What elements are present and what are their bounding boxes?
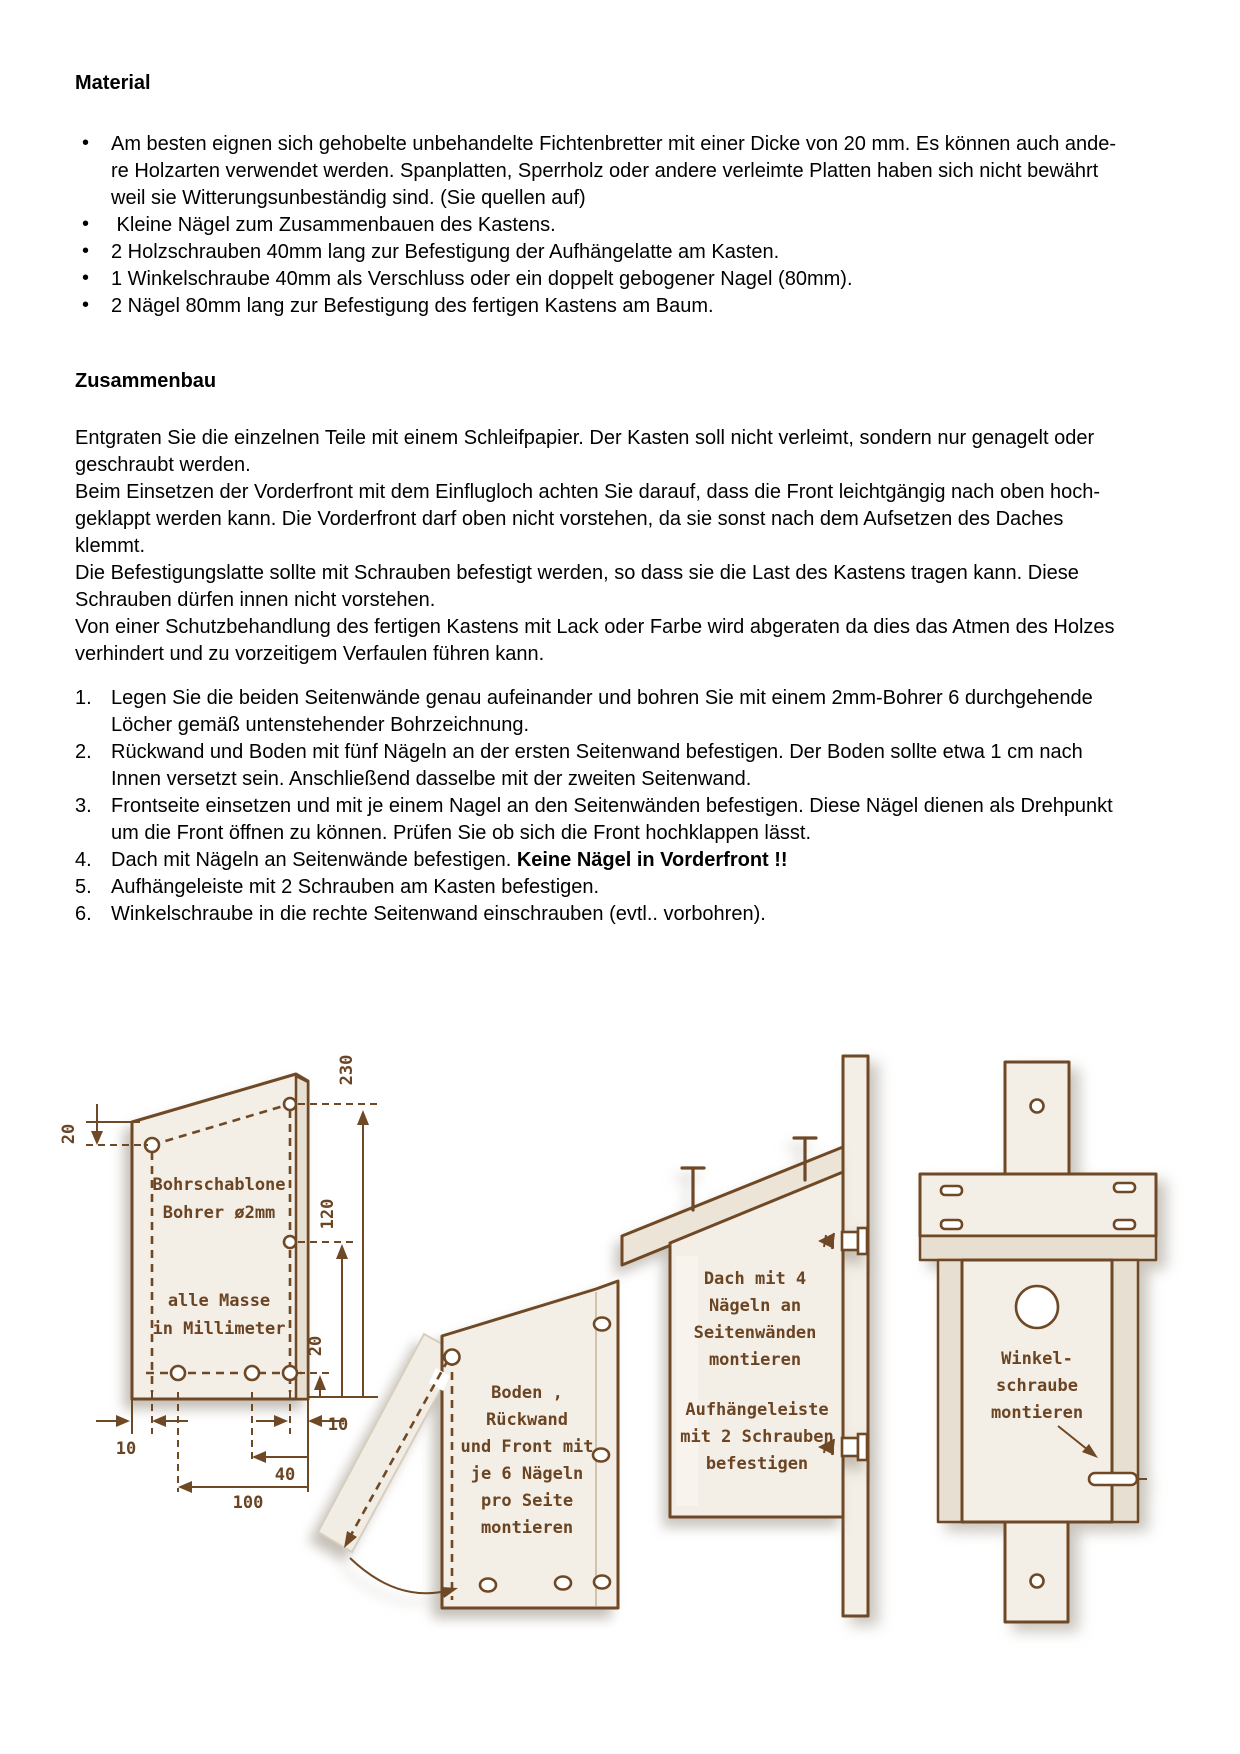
paragraph-line: geschraubt werden.	[75, 454, 251, 476]
step-1: 1. Legen Sie die beiden Seitenwände genau aufeinander und bohren Sie mit einem 2mm-Bohrer 6 durchgehende Löcher gemäß untenstehender Bohrzeichnung.	[75, 687, 1093, 736]
nail-hole	[555, 1577, 571, 1590]
roof-label-line4: montieren	[708, 1350, 802, 1370]
template-title-line2: Bohrer ø2mm	[162, 1203, 276, 1223]
angle-screw	[1089, 1473, 1137, 1485]
wall-plank-highlight	[676, 1256, 698, 1506]
paragraph-line: verhindert und zu vorzeitigem Verfaulen führen kann.	[75, 643, 545, 665]
nail-label-line1: Boden ,	[491, 1383, 563, 1403]
batten-label-line2: mit 2 Schrauben	[680, 1427, 834, 1447]
drill-template-panel	[132, 1074, 308, 1399]
paragraph-line: Die Befestigungslatte sollte mit Schrauben befestigt werden, so dass sie die Last des Kastens tragen kann. Diese	[75, 562, 1079, 584]
material-item-2: • Kleine Nägel zum Zusammenbauen des Kastens.	[75, 212, 1180, 239]
drill-hole	[284, 1236, 296, 1248]
paragraph-line: Entgraten Sie die einzelnen Teile mit einem Schleifpapier. Der Kasten soll nicht verleimt, sondern nur genagelt oder	[75, 427, 1095, 449]
top-batten	[1005, 1062, 1069, 1176]
roof-mount-panel	[622, 1138, 867, 1517]
step-4-warning: Keine Nägel in Vorderfront !!	[516, 849, 788, 871]
material-item-3: • 2 Holzschrauben 40mm lang zur Befestigung der Aufhängelatte am Kasten.	[75, 239, 1180, 266]
nail-label-line4: je 6 Nägeln	[470, 1464, 584, 1484]
dim-10-left: 10	[115, 1439, 137, 1459]
drill-hole	[283, 1366, 297, 1380]
roof-label-line2: Nägeln an	[708, 1296, 802, 1316]
material-list	[75, 131, 1180, 320]
paragraph-line: Von einer Schutzbehandlung des fertigen Kastens mit Lack oder Farbe wird abgeraten da dies das Atmen des Holzes	[75, 616, 1115, 638]
material-item-5: • 2 Nägel 80mm lang zur Befestigung des fertigen Kastens am Baum.	[75, 293, 1180, 320]
step-5: 5. Aufhängeleiste mit 2 Schrauben am Kasten befestigen.	[75, 876, 600, 898]
assembly-paragraphs	[75, 425, 1180, 668]
nail-hole	[480, 1579, 496, 1592]
batten-shape	[843, 1056, 868, 1616]
drill-hole	[245, 1366, 259, 1380]
roof-screw-slot	[941, 1220, 962, 1229]
winkel-label-line1: Winkel-	[1001, 1349, 1073, 1369]
dim-230: 230	[337, 1054, 357, 1086]
roof-screw-slot	[1114, 1183, 1135, 1192]
step-2: 2. Rückwand und Boden mit fünf Nägeln an der ersten Seitenwand befestigen. Der Boden sollte etwa 1 cm nach Innen versetzt sein. Anschließend dasselbe mit der zweiten Seitenwand.	[75, 741, 1083, 790]
nail-label-line6: montieren	[480, 1518, 574, 1538]
open-front-board	[318, 1334, 460, 1552]
dim-40: 40	[274, 1465, 296, 1485]
assembly-heading: Zusammenbau	[75, 370, 217, 392]
winkel-label-line3: montieren	[990, 1403, 1084, 1423]
batten-label-line3: befestigen	[705, 1454, 809, 1474]
drill-hole	[171, 1366, 185, 1380]
front-swing-arrow	[350, 1558, 450, 1593]
entrance-hole	[1016, 1286, 1058, 1328]
material-item-4: • 1 Winkelschraube 40mm als Verschluss oder ein doppelt gebogener Nagel (80mm).	[75, 266, 1180, 293]
nail-label-line5: pro Seite	[480, 1491, 574, 1511]
nail-label-line2: Rückwand	[486, 1410, 568, 1430]
nail-hole	[594, 1318, 610, 1331]
template-note-line2: in Millimeter	[152, 1319, 286, 1339]
dim-10-right: 10	[327, 1415, 349, 1435]
step-3: 3. Frontseite einsetzen und mit je einem Nagel an den Seitenwänden befestigen. Diese Nägel dienen als Drehpunkt um die Front öffnen zu können. Prüfen Sie ob sich die Front hochklappen lässt.	[75, 795, 1113, 844]
assembly-steps	[75, 685, 1180, 928]
batten-nail-hole-top	[1031, 1100, 1044, 1113]
batten-nail-hole-bottom	[1031, 1575, 1044, 1588]
nail-hole	[593, 1449, 609, 1462]
roof-label-line3: Seitenwänden	[693, 1323, 817, 1343]
dim-20-bottom: 20	[306, 1335, 326, 1357]
drill-hole	[284, 1098, 296, 1110]
paragraph-line: geklappt werden kann. Die Vorderfront darf oben nicht vorstehen, da sie sonst nach dem Aufsetzen des Daches	[75, 508, 1064, 530]
template-note-line1: alle Masse	[167, 1291, 271, 1311]
winkel-label-line2: schraube	[996, 1376, 1078, 1396]
step-4-text: Dach mit Nägeln an Seitenwände befestigen.	[111, 849, 517, 871]
nail-label-line3: und Front mit	[460, 1437, 594, 1457]
batten-label-line1: Aufhängeleiste	[685, 1400, 829, 1420]
dim-100: 100	[232, 1493, 264, 1513]
material-heading: Material	[75, 72, 151, 94]
roof-label-line1: Dach mit 4	[703, 1269, 807, 1289]
material-item-1: • Am besten eignen sich gehobelte unbehandelte Fichtenbretter mit einer Dicke von 20 mm. Es können auch ande- re Holzarten verwendet werden. Spanplatten, Sperrholz oder andere verleimte Platten haben sich nicht bewährt weil sie Witterungsunbeständig sind. (Sie quellen auf)	[75, 131, 1180, 212]
assembly-diagram	[0, 928, 1240, 1698]
dim-20-top: 20	[59, 1123, 79, 1145]
hanging-batten	[843, 1056, 868, 1616]
roof-edge-strip	[920, 1236, 1156, 1260]
roof-screw-slot	[941, 1186, 962, 1195]
pivot-nail-hole	[445, 1350, 460, 1365]
step-6: 6. Winkelschraube in die rechte Seitenwand einschrauben (evtl.. vorbohren).	[75, 903, 766, 925]
paragraph-line: klemmt.	[75, 535, 145, 557]
template-title-line1: Bohrschablone	[152, 1175, 286, 1195]
roof-screw-slot	[1114, 1220, 1135, 1229]
finished-box-panel	[920, 1062, 1156, 1622]
dim-120: 120	[318, 1198, 338, 1230]
paragraph-line: Beim Einsetzen der Vorderfront mit dem Einflugloch achten Sie darauf, dass die Front leichtgängig nach oben hoch-	[75, 481, 1101, 503]
step-4: 4. Dach mit Nägeln an Seitenwände befestigen. Keine Nägel in Vorderfront !!	[75, 849, 788, 871]
side-wall-template-shape	[132, 1074, 308, 1399]
nail-hole	[594, 1576, 610, 1589]
bottom-batten	[1005, 1522, 1068, 1622]
paragraph-line: Schrauben dürfen innen nicht vorstehen.	[75, 589, 436, 611]
